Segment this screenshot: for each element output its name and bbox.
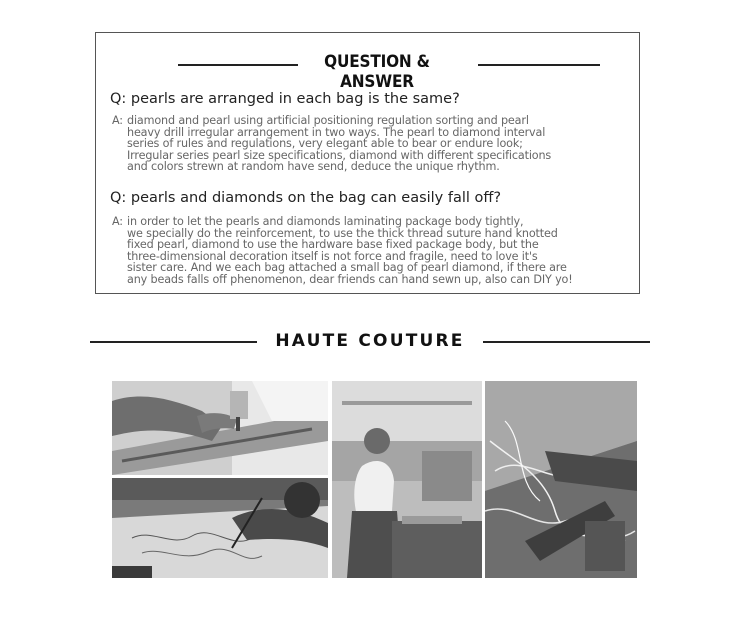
answer-line: series of rules and regulations, very elegant able to bear or endure look; (127, 137, 523, 151)
answer-line: heavy drill irregular arrangement in two ways. The pearl to diamond interval (127, 125, 546, 139)
answer-line: and colors strewn at random have send, deduce the unique rhythm. (127, 160, 500, 174)
answer-line: any beads falls off phenomenon, dear friends can hand sewn up, also can DIY yo! (127, 272, 573, 286)
answer-line: in order to let the pearls and diamonds laminating package body tightly, (127, 215, 524, 228)
sketching-photo (112, 478, 328, 578)
leather-threads-photo (485, 381, 637, 578)
workshop-photo (332, 381, 482, 578)
answer-line: sister care. And we each bag attached a small bag of pearl diamond, if there are (127, 261, 567, 275)
qa-panel (95, 32, 640, 294)
answer-line: Irregular series pearl size specifications, diamond with different specifications (127, 148, 552, 162)
answer-line: fixed pearl, diamond to use the hardware base fixed package body, but the (127, 238, 539, 252)
question-1: Q: pearls are arranged in each bag is the same? (110, 91, 460, 107)
sewing-machine-photo (112, 381, 328, 475)
haute-couture-title: HAUTE COUTURE (275, 331, 465, 351)
answer-2 (112, 215, 632, 286)
haute-couture-header (0, 328, 750, 356)
qa-title-row (96, 50, 639, 92)
answer-line: three-dimensional decoration itself is not force and fragile, need to love it's (127, 249, 538, 263)
answer-line: we specially do the reinforcement, to use the thick thread suture hand knotted (127, 226, 558, 240)
qa-title: QUESTION & ANSWER (324, 52, 430, 92)
question-2: Q: pearls and diamonds on the bag can easily fall off? (110, 190, 502, 206)
haute-rule-right (483, 341, 650, 343)
haute-rule-left (90, 341, 257, 343)
answer-line: diamond and pearl using artificial positioning regulation sorting and pearl (127, 114, 529, 127)
answer-label: A: (112, 114, 123, 127)
answer-label: A: (112, 215, 123, 228)
qa-title-rule-right (478, 64, 600, 66)
answer-body (127, 216, 637, 286)
qa-title-rule-left (178, 64, 298, 66)
answer-body (127, 115, 637, 173)
answer-1 (112, 114, 632, 174)
